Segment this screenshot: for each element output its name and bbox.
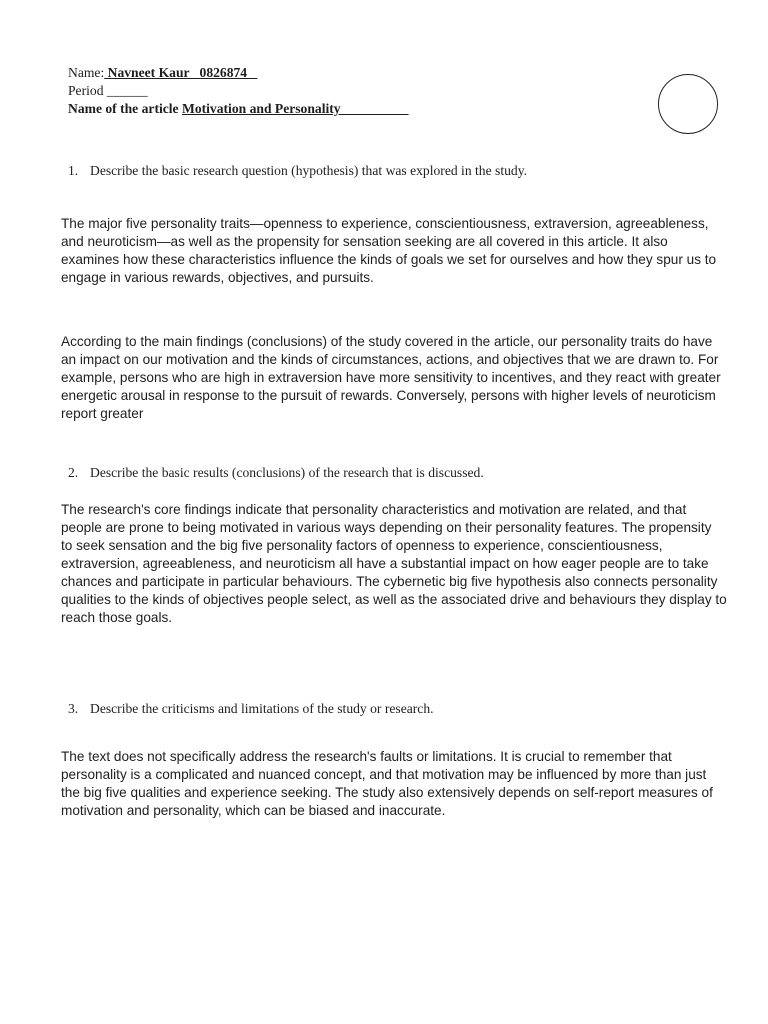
article-label: Name of the article (68, 101, 179, 116)
paragraph-2 (61, 333, 729, 423)
paragraph-line: an impact on our motivation and the kinds of circumstances, actions, and objectives that we are drawn to. For (61, 352, 719, 367)
paragraph-line: people are prone to being motivated in various ways depending on their personality features. The propensity (61, 520, 712, 535)
question-text: Describe the basic research question (hypothesis) that was explored in the study. (90, 163, 528, 178)
period-label: Period (68, 83, 104, 98)
paragraph-line: to seek sensation and the big five personality factors of openness to experience, conscientiousness, (61, 538, 663, 553)
paragraph-1 (61, 215, 729, 287)
paragraph-line: motivation and personality, which can be biased and inaccurate. (61, 803, 446, 818)
grade-circle (658, 74, 718, 134)
period-value: ______ (106, 83, 148, 98)
paragraph-line: The major five personality traits—openness to experience, conscientiousness, extraversion, agreeableness, (61, 216, 709, 231)
paragraph-line: reach those goals. (61, 610, 173, 625)
paragraph-line: report greater (61, 406, 144, 421)
paragraph-line: qualities to the kinds of objectives people select, as well as the associated drive and behaviours they display to (61, 592, 727, 607)
paragraph-line: and neuroticism—as well as the propensity for sensation seeking are all covered in this article. It also (61, 234, 668, 249)
question-number: 3. (68, 701, 79, 716)
article-row (68, 100, 409, 118)
paragraph-line: example, persons who are high in extraversion have more sensitivity to incentives, and they react with greater (61, 370, 721, 385)
paragraph-4 (61, 748, 729, 820)
question-text: Describe the basic results (conclusions) of the research that is discussed. (90, 465, 484, 480)
period-row (68, 82, 148, 100)
name-label: Name: (68, 65, 105, 80)
paragraph-line: the big five qualities and experience seeking. The study also extensively depends on self-report measures of (61, 785, 713, 800)
name-value: Navneet Kaur 0826874 (104, 65, 258, 80)
paragraph-line: extraversion, agreeableness, and neuroticism all have a substantial impact on how eager people are to take (61, 556, 709, 571)
question-text: Describe the criticisms and limitations of the study or research. (90, 701, 434, 716)
paragraph-line: The text does not specifically address the research's faults or limitations. It is crucial to remember that (61, 749, 672, 764)
paragraph-line: According to the main findings (conclusions) of the study covered in the article, our personality traits do have (61, 334, 713, 349)
question-number: 2. (68, 465, 79, 480)
paragraph-line: examines how these characteristics influence the kinds of goals we set for ourselves and how they spur us to (61, 252, 717, 267)
paragraph-line: engage in various rewards, objectives, and pursuits. (61, 270, 374, 285)
question-3 (68, 700, 434, 718)
paragraph-line: chances and participate in particular behaviours. The cybernetic big five hypothesis also connects personality (61, 574, 718, 589)
question-1 (68, 162, 527, 180)
article-title: Motivation and Personality (182, 101, 409, 116)
name-row (68, 64, 257, 82)
question-number: 1. (68, 163, 79, 178)
question-2 (68, 464, 484, 482)
paragraph-line: personality is a complicated and nuanced concept, and that motivation may be influenced by more than just (61, 767, 707, 782)
paragraph-line: energetic arousal in response to the pursuit of rewards. Conversely, persons with higher levels of neuroticism (61, 388, 716, 403)
paragraph-line: The research's core findings indicate that personality characteristics and motivation are related, and that (61, 502, 687, 517)
paragraph-3 (61, 501, 729, 627)
